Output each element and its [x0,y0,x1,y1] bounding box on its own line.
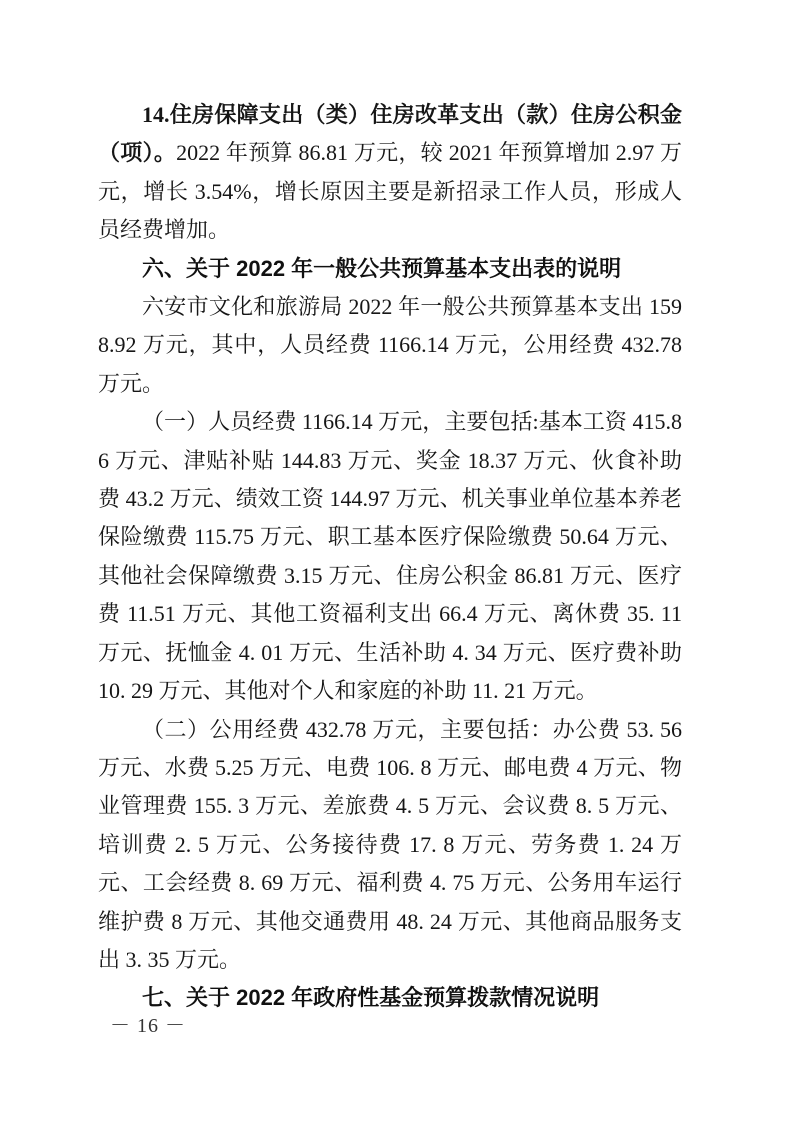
paragraph-personnel-expenses: （一）人员经费 1166.14 万元，主要包括:基本工资 415.86 万元、津贴补贴 144.83 万元、奖金 18.37 万元、伙食补助费 43.2 万元、绩效工资 144.97 万元、机关事业单位基本养老保险缴费 115.75 万元、职工基本医疗保险缴费 50.64 万元、其他社会保障缴费 3.15 万元、住房公积金 86.81 万元、医疗费 11.51 万元、其他工资福利支出 66.4 万元、离休费 35. 11 万元、抚恤金 4. 01 万元、生活补助 4. 34 万元、医疗费补助 10. 29 万元、其他对个人和家庭的补助 11. 21 万元。 [98,409,682,704]
paragraph-public-expenses: （二）公用经费 432.78 万元，主要包括：办公费 53. 56 万元、水费 5.25 万元、电费 106. 8 万元、邮电费 4 万元、物业管理费 155. 3 万元、差旅费 4. 5 万元、会议费 8. 5 万元、培训费 2. 5 万元、公务接待费 17. 8 万元、劳务费 1. 24 万元、工会经费 8. 69 万元、福利费 4. 75 万元、公务用车运行维护费 8 万元、其他交通费用 48. 24 万元、其他商品服务支出 3. 35 万元。 [98,716,682,972]
paragraph-housing-fund-body: 2022 年预算 86.81 万元，较 2021 年预算增加 2.97 万元，增长 3.54%，增长原因主要是新招录工作人员，形成人员经费增加。 [98,140,682,243]
page-number: － 16 － [110,1015,186,1037]
document-content [98,96,682,1018]
section-heading-six: 六、关于 2022 年一般公共预算基本支出表的说明 [142,255,622,281]
paragraph-housing-fund-lead: 14.住房保障支出（类）住房改革支出（款）住房公积金（项）。 [98,102,682,166]
paragraph-basic-expenditure-summary: 六安市文化和旅游局 2022 年一般公共预算基本支出 1598.92 万元，其中，人员经费 1166.14 万元，公用经费 432.78 万元。 [98,294,682,396]
paragraph-housing-fund [98,96,682,250]
section-heading-seven: 七、关于 2022 年政府性基金预算拨款情况说明 [142,985,600,1011]
